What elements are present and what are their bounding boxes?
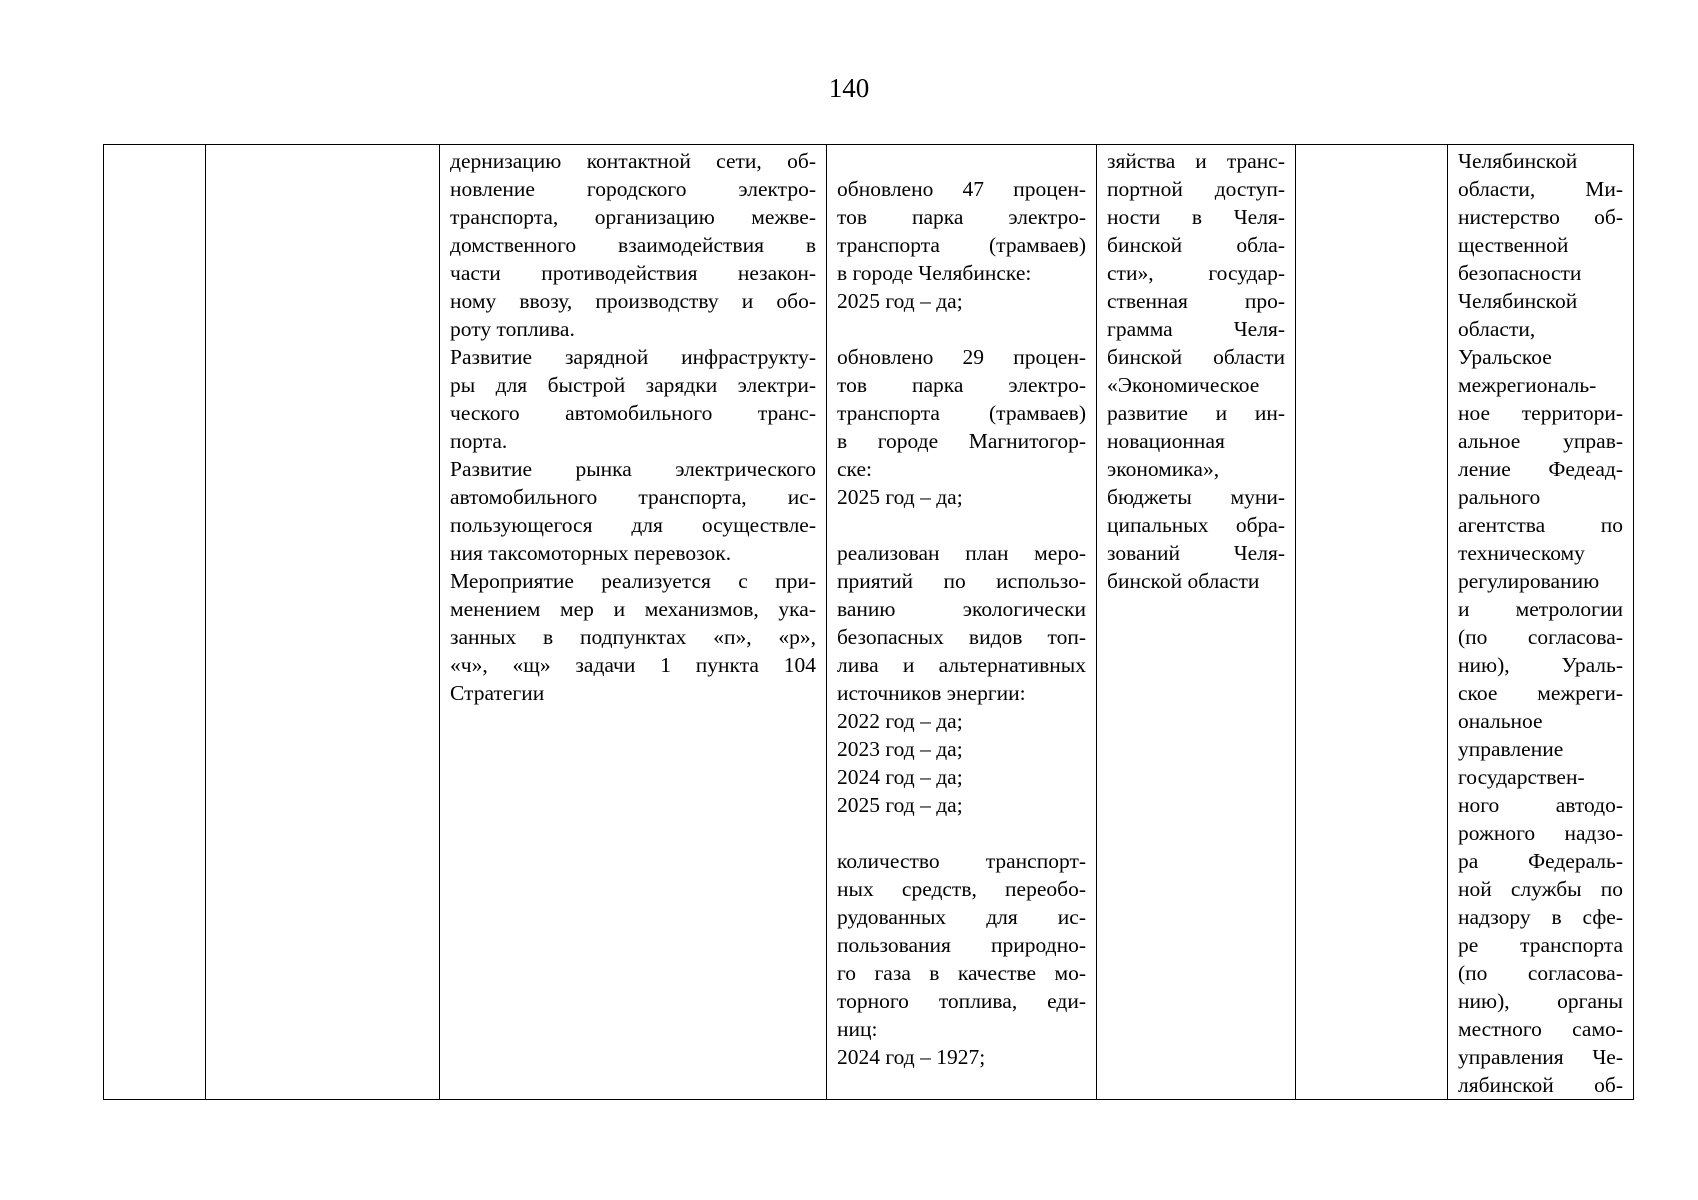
text-line: торного топлива, еди- (837, 989, 1086, 1013)
activity-text (440, 145, 826, 707)
text-line: надзору в сфе- (1458, 905, 1623, 929)
text-line: приятий по использо- (837, 569, 1086, 593)
text-line: 2025 год – да; (837, 289, 963, 313)
text-line (837, 147, 1086, 175)
text-line: обновлено 47 процен- (837, 177, 1086, 201)
text-line: 2024 год – да; (837, 765, 963, 789)
text-line: грамма Челя- (1107, 317, 1285, 341)
text-line: сти», государ- (1107, 261, 1285, 285)
text-line: управления Че- (1458, 1045, 1623, 1069)
text-line: транспорта (трамваев) (837, 401, 1086, 425)
text-line: ление Федеад- (1458, 457, 1623, 481)
text-line: транспорта (трамваев) (837, 233, 1086, 257)
text-line: 2025 год – да; (837, 793, 963, 817)
text-line: бинской обла- (1107, 233, 1285, 257)
cell-responsible (1448, 145, 1634, 1100)
text-line: государствен- (1458, 765, 1585, 789)
text-line: области, Ми- (1458, 177, 1623, 201)
text-line: экономика», (1107, 457, 1220, 481)
text-line: нию), Ураль- (1458, 653, 1623, 677)
text-line: Развитие зарядной инфраструкту- (450, 345, 816, 369)
text-line: пользования природно- (837, 933, 1086, 957)
responsible-text (1448, 145, 1633, 1099)
text-line: ния таксомоторных перевозок. (450, 541, 732, 565)
text-line: управление (1458, 737, 1564, 761)
text-line: ческого автомобильного транс- (450, 401, 816, 425)
text-line: пользующегося для осуществле- (450, 513, 816, 537)
text-line: местного само- (1458, 1017, 1623, 1041)
text-line: Мероприятие реализуется с при- (450, 569, 816, 593)
text-line: нию), органы (1458, 989, 1623, 1013)
text-line: ной службы по (1458, 877, 1623, 901)
text-line: ра Федераль- (1458, 849, 1623, 873)
text-line: части противодействия незакон- (450, 261, 816, 285)
text-line: Челябинской (1458, 149, 1578, 173)
text-line: го газа в качестве мо- (837, 961, 1086, 985)
cell-activity (440, 145, 827, 1100)
text-line: ного автодо- (1458, 793, 1623, 817)
table-row (104, 145, 1634, 1100)
text-line: ности в Челя- (1107, 205, 1285, 229)
text-line: обновлено 29 процен- (837, 345, 1086, 369)
text-line: Развитие рынка электрического (450, 457, 816, 481)
text-line: щественной (1458, 233, 1569, 257)
text-line: и метрологии (1458, 597, 1623, 621)
text-line: бинской области (1107, 569, 1260, 593)
indicators-text (827, 145, 1096, 1071)
cell-sources (1097, 145, 1296, 1100)
text-line (837, 315, 1086, 343)
text-line: бинской области (1107, 345, 1285, 369)
text-line: тов парка электро- (837, 205, 1086, 229)
text-line: менением мер и механизмов, ука- (450, 597, 816, 621)
text-line: ных средств, переобо- (837, 877, 1086, 901)
text-line: рудованных для ис- (837, 905, 1086, 929)
text-line: 2022 год – да; (837, 709, 963, 733)
text-line: источников энергии: (837, 681, 1026, 705)
text-line: домственного взаимодействия в (450, 233, 816, 257)
text-line: новационная (1107, 429, 1225, 453)
text-line (837, 819, 1086, 847)
text-line: межрегиональ- (1458, 373, 1597, 397)
text-line: ры для быстрой зарядки электри- (450, 373, 816, 397)
text-line: транспорта, организацию межве- (450, 205, 816, 229)
text-line: ному ввозу, производству и обо- (450, 289, 816, 313)
cell-indicators (827, 145, 1097, 1100)
text-line: (по согласова- (1458, 625, 1623, 649)
text-line: ственная про- (1107, 289, 1285, 313)
text-line: 2024 год – 1927; (837, 1045, 986, 1069)
text-line: безопасности (1458, 261, 1582, 285)
text-line: безопасных видов топ- (837, 625, 1086, 649)
text-line: новление городского электро- (450, 177, 816, 201)
text-line (837, 511, 1086, 539)
text-line: ское межреги- (1458, 681, 1623, 705)
text-line: тов парка электро- (837, 373, 1086, 397)
text-line: порта. (450, 429, 508, 453)
text-line: роту топлива. (450, 317, 575, 341)
text-line: ске: (837, 457, 872, 481)
text-line: рожного надзо- (1458, 821, 1623, 845)
text-line: количество транспорт- (837, 849, 1086, 873)
document-table (103, 144, 1634, 1100)
text-line: альное управ- (1458, 429, 1623, 453)
text-line: занных в подпунктах «п», «р», (450, 625, 816, 649)
text-line: нистерство об- (1458, 205, 1623, 229)
text-line: Стратегии (450, 681, 545, 705)
text-line: регулированию (1458, 569, 1600, 593)
text-line: бюджеты муни- (1107, 485, 1285, 509)
text-line: ональное (1458, 709, 1543, 733)
text-line: области, (1458, 317, 1536, 341)
text-line: портной доступ- (1107, 177, 1285, 201)
text-line: (по согласова- (1458, 961, 1623, 985)
text-line: ванию экологически (837, 597, 1086, 621)
text-line: лива и альтернативных (837, 653, 1086, 677)
text-line: развитие и ин- (1107, 401, 1285, 425)
text-line: дернизацию контактной сети, об- (450, 149, 816, 173)
text-line: реализован план меро- (837, 541, 1086, 565)
text-line: рального (1458, 485, 1541, 509)
text-line: лябинской об- (1458, 1073, 1623, 1097)
page-number: 140 (828, 73, 870, 103)
cell-deadline (1296, 145, 1448, 1100)
text-line: «ч», «щ» задачи 1 пункта 104 (450, 653, 816, 677)
sources-text (1097, 145, 1295, 595)
text-line: Уральское (1458, 345, 1552, 369)
text-line: 2023 год – да; (837, 737, 963, 761)
text-line: агентства по (1458, 513, 1623, 537)
text-line: в городе Челябинске: (837, 261, 1032, 285)
text-line: ниц: (837, 1017, 878, 1041)
cell-task (206, 145, 440, 1100)
text-line: зований Челя- (1107, 541, 1285, 565)
text-line: 2025 год – да; (837, 485, 963, 509)
text-line: в городе Магнитогор- (837, 429, 1086, 453)
text-line: ципальных обра- (1107, 513, 1285, 537)
text-line: ное территори- (1458, 401, 1623, 425)
text-line: «Экономическое (1107, 373, 1260, 397)
text-line: зяйства и транс- (1107, 149, 1285, 173)
text-line: техническому (1458, 541, 1585, 565)
cell-number (104, 145, 206, 1100)
text-line: Челябинской (1458, 289, 1578, 313)
text-line: ре транспорта (1458, 933, 1623, 957)
text-line: автомобильного транспорта, ис- (450, 485, 816, 509)
